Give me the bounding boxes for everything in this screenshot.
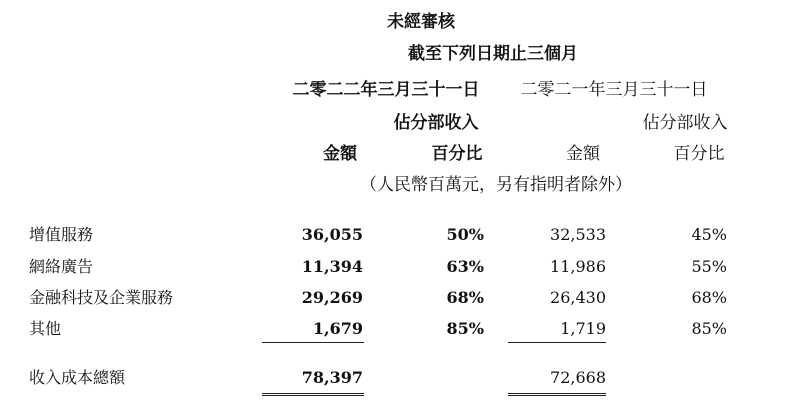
row-percent-2022: 63% bbox=[446, 257, 484, 276]
row-label: 增值服務 bbox=[29, 225, 94, 244]
row-amount-2022: 11,394 bbox=[301, 257, 363, 276]
header-col-2021: 二零二一年三月三十一日 bbox=[520, 80, 708, 100]
row-amount-2021: 26,430 bbox=[550, 288, 606, 307]
total-amount-2022: 78,397 bbox=[301, 368, 363, 387]
row-label: 金融科技及企業服務 bbox=[29, 288, 174, 307]
header-percent-2022: 百分比 bbox=[431, 144, 483, 164]
row-amount-2022: 1,679 bbox=[312, 319, 363, 338]
header-amount-2022: 金額 bbox=[323, 144, 357, 164]
row-label: 網絡廣告 bbox=[29, 257, 94, 276]
total-amount-2021: 72,668 bbox=[550, 368, 606, 387]
row-percent-2022: 85% bbox=[446, 319, 484, 338]
row-amount-2021: 11,986 bbox=[550, 257, 606, 276]
row-label: 其他 bbox=[29, 319, 62, 338]
subtotal-rule-2022 bbox=[262, 342, 364, 343]
row-amount-2021: 32,533 bbox=[550, 225, 606, 244]
row-amount-2022: 29,269 bbox=[301, 288, 363, 307]
header-segment-revenue-2022: 佔分部收入 bbox=[393, 113, 479, 133]
total-rule-2022 bbox=[262, 393, 364, 396]
row-percent-2021: 85% bbox=[691, 319, 727, 338]
row-amount-2022: 36,055 bbox=[301, 225, 363, 244]
row-percent-2021: 55% bbox=[691, 257, 727, 276]
header-unit-note: （人民幣百萬元，另有指明者除外） bbox=[360, 175, 632, 195]
subtotal-rule-2021 bbox=[508, 342, 606, 343]
header-unaudited: 未經審核 bbox=[387, 12, 455, 32]
header-amount-2021: 金額 bbox=[566, 144, 600, 164]
row-percent-2021: 68% bbox=[691, 288, 727, 307]
row-percent-2022: 50% bbox=[446, 225, 484, 244]
header-col-2022: 二零二二年三月三十一日 bbox=[292, 80, 480, 100]
row-percent-2021: 45% bbox=[691, 225, 727, 244]
row-amount-2021: 1,719 bbox=[560, 319, 606, 338]
total-rule-2021 bbox=[508, 393, 606, 396]
header-segment-revenue-2021: 佔分部收入 bbox=[642, 113, 728, 133]
total-label: 收入成本總額 bbox=[29, 368, 126, 387]
row-percent-2022: 68% bbox=[446, 288, 484, 307]
header-percent-2021: 百分比 bbox=[673, 144, 725, 164]
header-period: 截至下列日期止三個月 bbox=[408, 44, 578, 64]
